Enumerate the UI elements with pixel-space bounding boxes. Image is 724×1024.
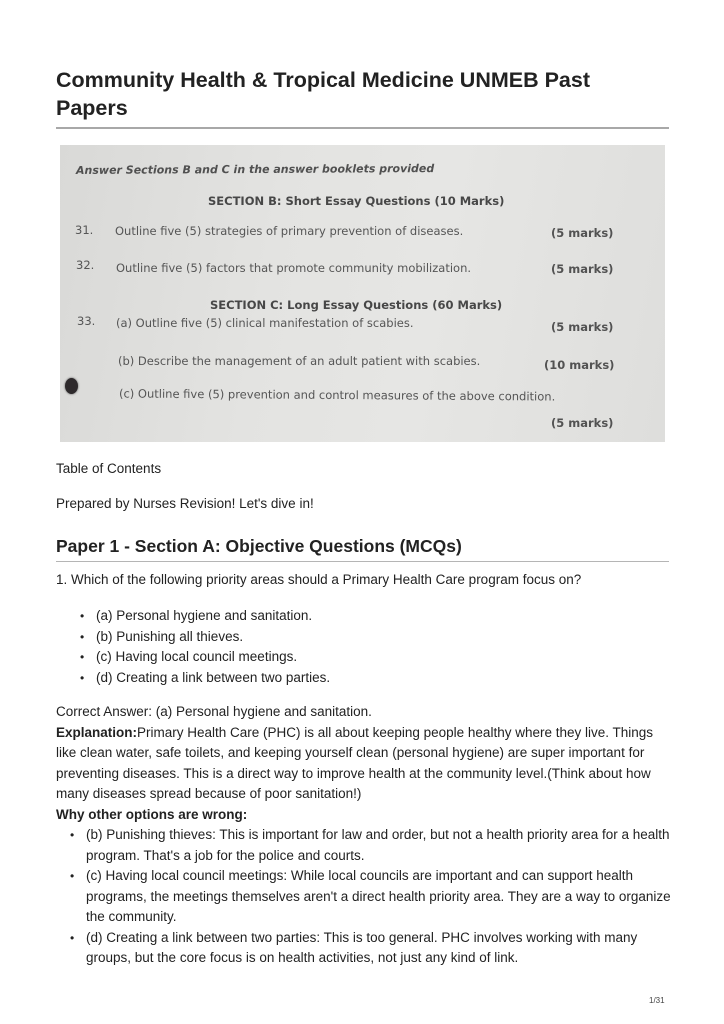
- explanation-text: Primary Health Care (PHC) is all about keeping people healthy where they live. Things like clean water, safe toilets, and keeping yourself clean (personal hygiene) are super important for preventing diseases. This is a direct way to improve health at the community level.(Think about how many diseases spread because of poor sanitation!): [56, 724, 654, 801]
- why-wrong-label: Why other options are wrong:: [56, 806, 248, 822]
- option-text: (b) Punishing all thieves.: [96, 628, 244, 644]
- section-heading: Paper 1 - Section A: Objective Questions (MCQs): [56, 536, 462, 556]
- exam-question-number: 31.: [75, 223, 94, 237]
- exam-question-marks: (5 marks): [551, 262, 614, 276]
- option-text: (c) Having local council meetings.: [96, 649, 298, 664]
- page-number: 1/31: [649, 996, 665, 1005]
- option-item: [80, 647, 330, 668]
- option-text: (a) Personal hygiene and sanitation.: [96, 608, 313, 623]
- exam-section-c-heading: SECTION C: Long Essay Questions (60 Marks): [210, 298, 503, 312]
- why-wrong-item: [70, 866, 672, 928]
- ink-dot-mark: [65, 378, 78, 394]
- table-of-contents-link[interactable]: Table of Contents: [56, 461, 162, 476]
- exam-question-part: (a) Outline five (5) clinical manifestation of scabies.: [116, 316, 414, 330]
- answer-explanation: [56, 702, 672, 969]
- exam-question-text: Outline five (5) strategies of primary prevention of diseases.: [115, 224, 464, 238]
- exam-section-b-heading: SECTION B: Short Essay Questions (10 Marks): [208, 194, 505, 208]
- explanation-label: Explanation:: [56, 724, 138, 740]
- why-wrong-text: (c) Having local council meetings: While local councils are important and can support health programs, the meetings themselves aren't a direct health priority area. They are a way to organize the community.: [86, 868, 671, 924]
- explanation-paragraph: [56, 723, 672, 805]
- exam-question-part: (b) Describe the management of an adult patient with scabies.: [118, 354, 481, 368]
- why-wrong-item: [70, 928, 672, 969]
- exam-question-marks: (10 marks): [544, 358, 615, 372]
- option-item: [80, 606, 330, 627]
- bullet-icon: •: [80, 629, 85, 644]
- exam-question-marks: (5 marks): [551, 320, 614, 334]
- title-divider: [56, 127, 669, 129]
- bullet-icon: •: [70, 930, 75, 945]
- bullet-icon: •: [70, 869, 75, 883]
- why-wrong-text: (d) Creating a link between two parties: This is too general. PHC involves working with many groups, but the core focus is on health activities, not just any kind of link.: [86, 929, 638, 965]
- bullet-icon: •: [80, 650, 85, 664]
- exam-question-number: 33.: [77, 314, 96, 328]
- bullet-icon: •: [80, 670, 85, 685]
- option-text: (d) Creating a link between two parties.: [96, 669, 331, 685]
- correct-answer: Correct Answer: (a) Personal hygiene and sanitation.: [56, 704, 372, 719]
- answer-options: [56, 606, 330, 688]
- why-wrong-text: (b) Punishing thieves: This is important for law and order, but not a health priority area for a health program. That's a job for the police and courts.: [86, 827, 670, 863]
- page-title: Community Health & Tropical Medicine UNMEB Past Papers: [56, 68, 591, 120]
- why-wrong-heading: [56, 805, 672, 826]
- section-divider: [56, 561, 669, 562]
- why-wrong-list: [56, 825, 672, 969]
- exam-instruction: Answer Sections B and C in the answer booklets provided: [75, 162, 435, 177]
- bullet-icon: •: [80, 609, 85, 623]
- option-item: [80, 627, 330, 648]
- question-text: 1. Which of the following priority areas should a Primary Health Care program focus on?: [56, 572, 582, 587]
- exam-question-number: 32.: [76, 258, 95, 272]
- option-item: [80, 668, 331, 689]
- exam-question-marks: (5 marks): [551, 226, 614, 240]
- exam-question-marks: (5 marks): [551, 416, 614, 430]
- exam-paper-photo: [60, 145, 665, 442]
- why-wrong-item: [70, 825, 672, 866]
- exam-question-text: Outline five (5) factors that promote community mobilization.: [116, 261, 472, 275]
- intro-text: Prepared by Nurses Revision! Let's dive in!: [56, 496, 314, 511]
- bullet-icon: •: [70, 828, 75, 842]
- exam-question-part: (c) Outline five (5) prevention and control measures of the above condition.: [118, 386, 556, 404]
